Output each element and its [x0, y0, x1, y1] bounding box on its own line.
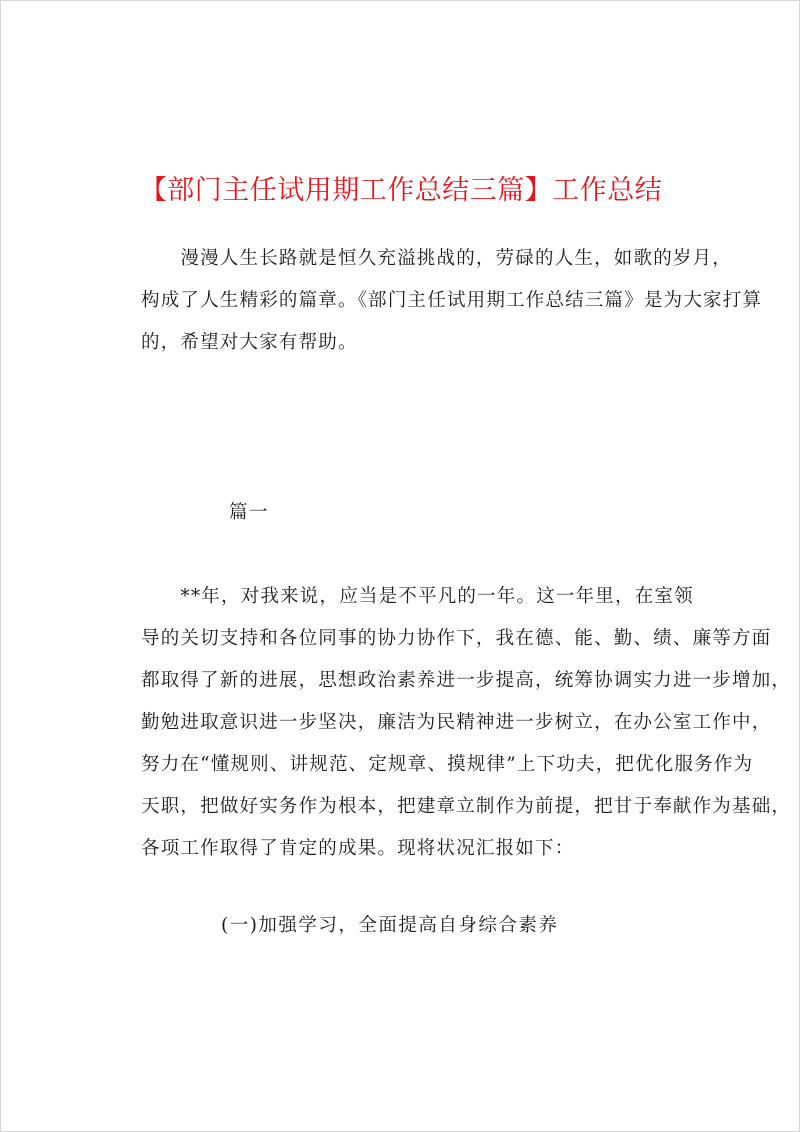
- section-heading: 篇一: [229, 502, 270, 523]
- body-line: 导的关切支持和各位同事的协力协作下，我在德、能、勤、绩、廉等方面: [141, 628, 772, 649]
- intro-paragraph: [141, 238, 763, 364]
- subsection-heading: (一)加强学习，全面提高自身综合素养: [221, 915, 559, 936]
- body-line: 努力在“懂规则、讲规范、定规章、摸规律”上下功夫，把优化服务作为: [141, 754, 754, 775]
- intro-line: 构成了人生精彩的篇章。《部门主任试用期工作总结三篇》是为大家打算: [141, 290, 763, 311]
- body-line: 天职，把做好实务作为根本，把建章立制作为前提，把甘于奉献作为基础，: [141, 796, 792, 817]
- intro-line: 的，希望对大家有帮助。: [141, 332, 358, 353]
- body-line: 勤勉进取意识进一步坚决，廉洁为民精神进一步树立，在办公室工作中，: [141, 712, 772, 733]
- body-line: 各项工作取得了肯定的成果。现将状况汇报如下：: [141, 838, 575, 859]
- body-paragraph: [141, 576, 792, 870]
- document-title: 【部门主任试用期工作总结三篇】工作总结: [139, 175, 663, 206]
- intro-line: 漫漫人生长路就是恒久充溢挑战的，劳碌的人生，如歌的岁月，: [141, 248, 733, 269]
- body-line: 都取得了新的进展，思想政治素养进一步提高，统筹协调实力进一步增加，: [141, 670, 792, 691]
- body-line: **年，对我来说，应当是不平凡的一年。这一年里，在室领: [141, 586, 694, 607]
